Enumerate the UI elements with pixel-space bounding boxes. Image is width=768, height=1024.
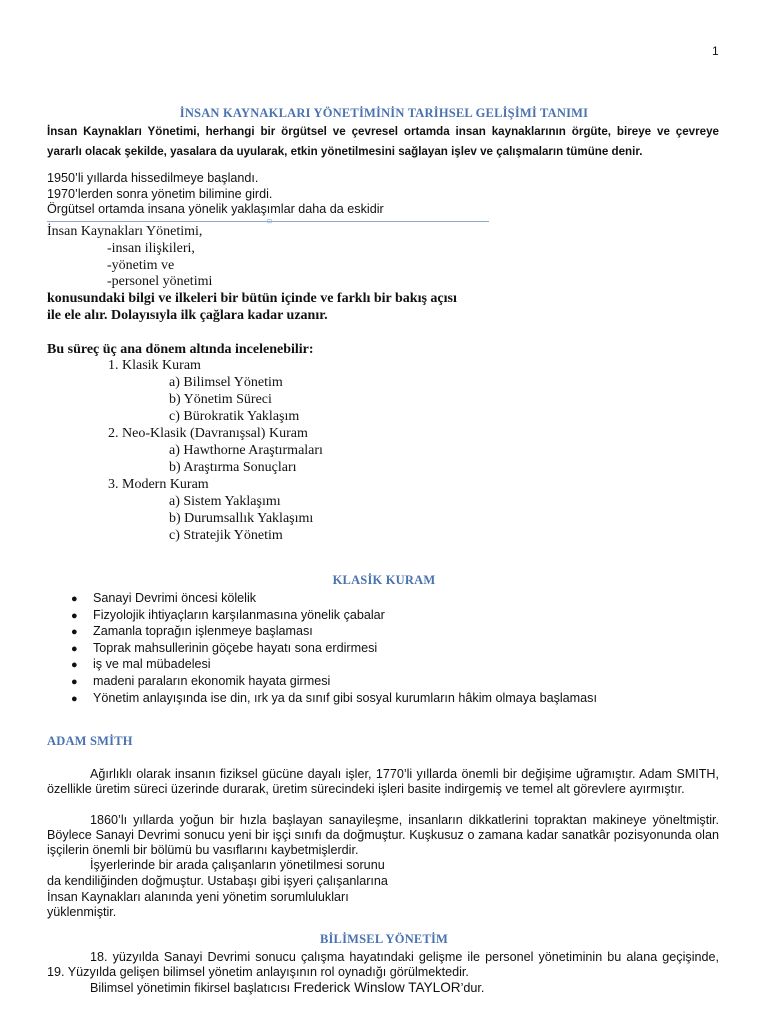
period-item: b) Durumsallık Yaklaşımı xyxy=(169,511,314,526)
page-number: 1 xyxy=(712,44,719,58)
period-item: c) Stratejik Yönetim xyxy=(169,528,283,543)
bilimsel-text: Bilimsel yönetimin fikirsel başlatıcısı xyxy=(90,981,294,995)
list-item: ● Toprak mahsullerinin göçebe hayatı sona erdirmesi xyxy=(71,640,597,657)
bullet-icon: ● xyxy=(71,609,78,622)
intro-paragraph: İnsan Kaynakları Yönetimi, herhangi bir örgütsel ve çevresel ortamda insan kaynaklarının örgüte, bireye ve çevreye yararlı olacak şekilde, yasalara da uyularak, etkin yönetilmesini sağlayan işlev ve çalışmaların tümüne denir. xyxy=(47,125,719,158)
period-item: a) Bilimsel Yönetim xyxy=(169,375,283,390)
list-item: ● Sanayi Devrimi öncesi kölelik xyxy=(71,590,597,607)
fact-line: Örgütsel ortamda insana yönelik yaklaşımlar daha da eskidir xyxy=(47,202,384,216)
periods-intro: Bu süreç üç ana dönem altında incelenebilir: xyxy=(47,342,314,357)
bilimsel-text: ’dur. xyxy=(460,981,485,995)
period-label: 3. Modern Kuram xyxy=(108,477,209,492)
section-heading-klasik: KLASİK KURAM xyxy=(332,573,436,587)
section-heading-adam-smith: ADAM SMİTH xyxy=(47,734,133,748)
adam-smith-paragraph-1: Ağırlıklı olarak insanın fiziksel gücüne dayalı işler, 1770’li yıllarda önemli bir değişime uğramıştır. Adam SMITH, özellikle üretim süreci üzerinde durarak, üretim sürecindeki işleri basite indirgemiş ve temel alt görevlere ayırmıştır. xyxy=(47,767,719,797)
taylor-name: Frederick Winslow TAYLOR xyxy=(293,980,461,995)
adam-smith-paragraph-2: 1860’lı yıllarda yoğun bir hızla başlayan sanayileşme, insanların dikkatlerini topraktan makineye yöneltmiştir. Böylece Sanayi Devrimi sonucu yeni bir işçi sınıfı da doğmuştur. Kuşkusuz o zamana kadar sanatkâr pozisyonunda olan işçilerin önemli bir bölümü bu vasıflarını kaybetmişlerdir. xyxy=(47,813,719,858)
scan-line: ile ele alır. Dolayısıyla ilk çağlara kadar uzanır. xyxy=(47,308,328,323)
bilimsel-paragraph-2 xyxy=(90,980,484,995)
bullet-icon: ● xyxy=(71,642,78,655)
period-label: 2. Neo-Klasik (Davranışsal) Kuram xyxy=(108,426,308,441)
fact-line: 1970’lerden sonra yönetim bilimine girdi. xyxy=(47,187,273,201)
section-heading-bilimsel: BİLİMSEL YÖNETİM xyxy=(319,932,449,946)
bullet-icon: ● xyxy=(71,659,78,672)
klasik-bullet-list xyxy=(71,590,597,706)
adam-smith-line: da kendiliğinden doğmuştur. Ustabaşı gibi işyeri çalışanlarına xyxy=(47,874,388,888)
scan-line: konusundaki bilgi ve ilkeleri bir bütün içinde ve farklı bir bakış açısı xyxy=(47,291,457,306)
scan-line: -insan ilişkileri, xyxy=(107,241,195,256)
scan-line: -yönetim ve xyxy=(107,258,175,273)
scan-line: İnsan Kaynakları Yönetimi, xyxy=(47,224,203,239)
period-item: a) Hawthorne Araştırmaları xyxy=(169,443,323,458)
fact-line: 1950’li yıllarda hissedilmeye başlandı. xyxy=(47,171,259,185)
list-item: ● iş ve mal mübadelesi xyxy=(71,656,597,673)
adam-smith-line: yüklenmiştir. xyxy=(47,905,117,919)
bullet-icon: ● xyxy=(71,593,78,605)
list-item: ● Fizyolojik ihtiyaçların karşılanmasına yönelik çabalar xyxy=(71,607,597,624)
period-item: c) Bürokratik Yaklaşım xyxy=(169,409,300,424)
bilimsel-paragraph-1: 18. yüzyılda Sanayi Devrimi sonucu çalışma hayatındaki gelişme ile personel yönetiminin bu alana geçişinde, 19. Yüzyılda gelişen bilimsel yönetim anlayışının rol oynadığı görülmektedir. xyxy=(47,950,719,980)
adam-smith-line: İşyerlerinde bir arada çalışanların yönetilmesi sorunu xyxy=(90,858,385,872)
bullet-icon: ● xyxy=(71,626,78,639)
period-item: b) Araştırma Sonuçları xyxy=(169,460,297,475)
period-item: b) Yönetim Süreci xyxy=(169,392,272,407)
list-item: ● madeni paraların ekonomik hayata girmesi xyxy=(71,673,597,690)
list-item: ● Yönetim anlayışında ise din, ırk ya da sınıf gibi sosyal kurumların hâkim olmaya başlaması xyxy=(71,690,597,707)
page-title: İNSAN KAYNAKLARI YÖNETİMİNİN TARİHSEL GELİŞİMİ TANIMI xyxy=(179,106,589,120)
bullet-icon: ● xyxy=(71,675,78,688)
bullet-icon: ● xyxy=(71,692,78,705)
list-item: ● Zamanla toprağın işlenmeye başlaması xyxy=(71,623,597,640)
anchor-icon: ⊡ xyxy=(267,219,273,225)
scan-line: -personel yönetimi xyxy=(107,274,213,289)
period-label: 1. Klasik Kuram xyxy=(108,358,201,373)
period-item: a) Sistem Yaklaşımı xyxy=(169,494,281,509)
adam-smith-line: İnsan Kaynakları alanında yeni yönetim sorumlulukları xyxy=(47,890,349,904)
